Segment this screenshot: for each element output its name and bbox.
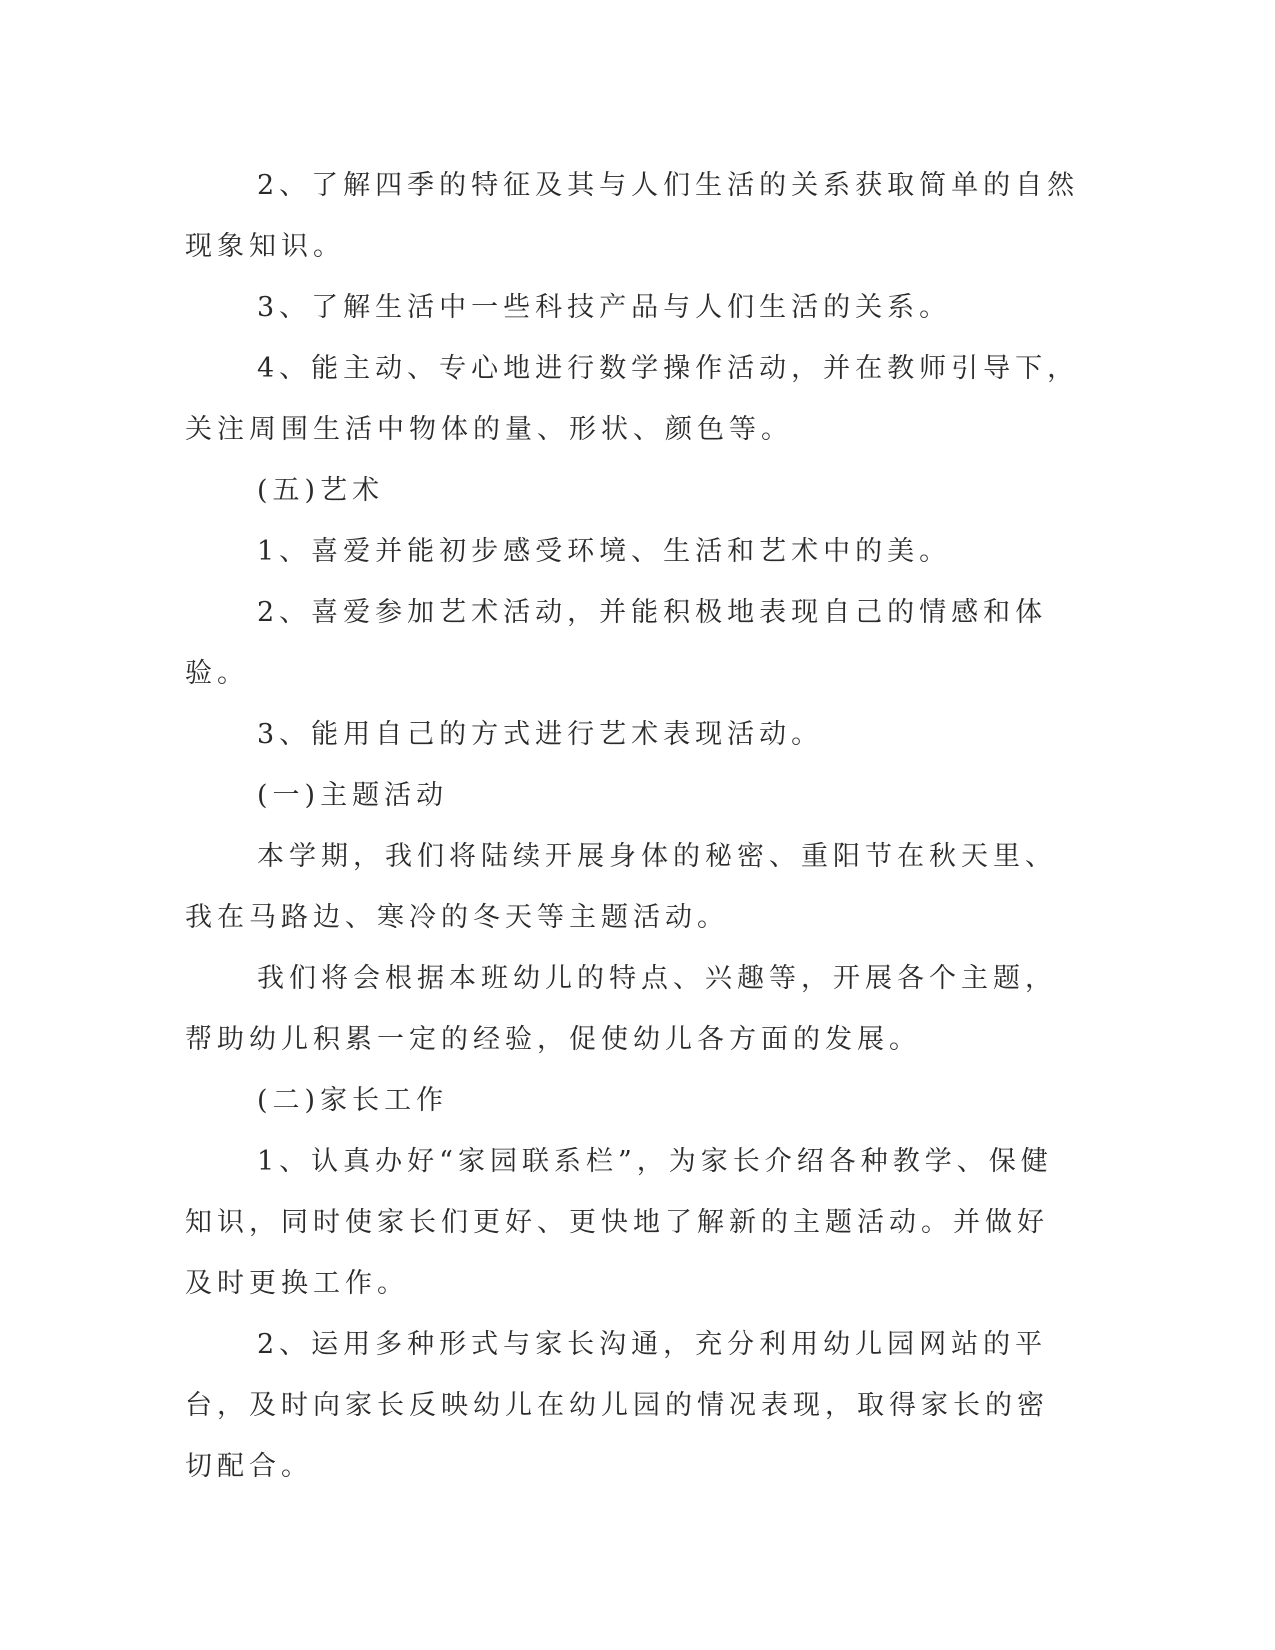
paragraph-parent-bulletin: 1、认真办好“家园联系栏”，为家长介绍各种教学、保健知识，同时使家长们更好、更快地了解新的主题活动。并做好及时更换工作。 (185, 1146, 1053, 1299)
section-heading-parent-work: (二)家长工作 (257, 1085, 449, 1116)
paragraph-art-beauty: 1、喜爱并能初步感受环境、生活和艺术中的美。 (257, 536, 952, 567)
paragraph-theme-approach: 我们将会根据本班幼儿的特点、兴趣等，开展各个主题，帮助幼儿积累一定的经验，促使幼儿各方面的发展。 (185, 963, 1057, 1055)
paragraph-science-seasons: 2、了解四季的特征及其与人们生活的关系获取简单的自然现象知识。 (185, 170, 1080, 262)
paragraph-parent-communication: 2、运用多种形式与家长沟通，充分利用幼儿园网站的平台，及时向家长反映幼儿在幼儿园的情况表现，取得家长的密切配合。 (185, 1329, 1049, 1482)
section-heading-theme-activities: (一)主题活动 (257, 780, 449, 811)
paragraph-science-math: 4、能主动、专心地进行数学操作活动，并在教师引导下，关注周围生活中物体的量、形状、颜色等。 (185, 353, 1080, 445)
document-body (185, 155, 1080, 1497)
paragraph-art-expression: 3、能用自己的方式进行艺术表现活动。 (257, 719, 824, 750)
section-heading-art: (五)艺术 (257, 475, 385, 506)
paragraph-theme-semester: 本学期，我们将陆续开展身体的秘密、重阳节在秋天里、我在马路边、寒冷的冬天等主题活动。 (185, 841, 1057, 933)
paragraph-art-activities: 2、喜爱参加艺术活动，并能积极地表现自己的情感和体验。 (185, 597, 1048, 689)
paragraph-science-technology: 3、了解生活中一些科技产品与人们生活的关系。 (257, 292, 952, 323)
